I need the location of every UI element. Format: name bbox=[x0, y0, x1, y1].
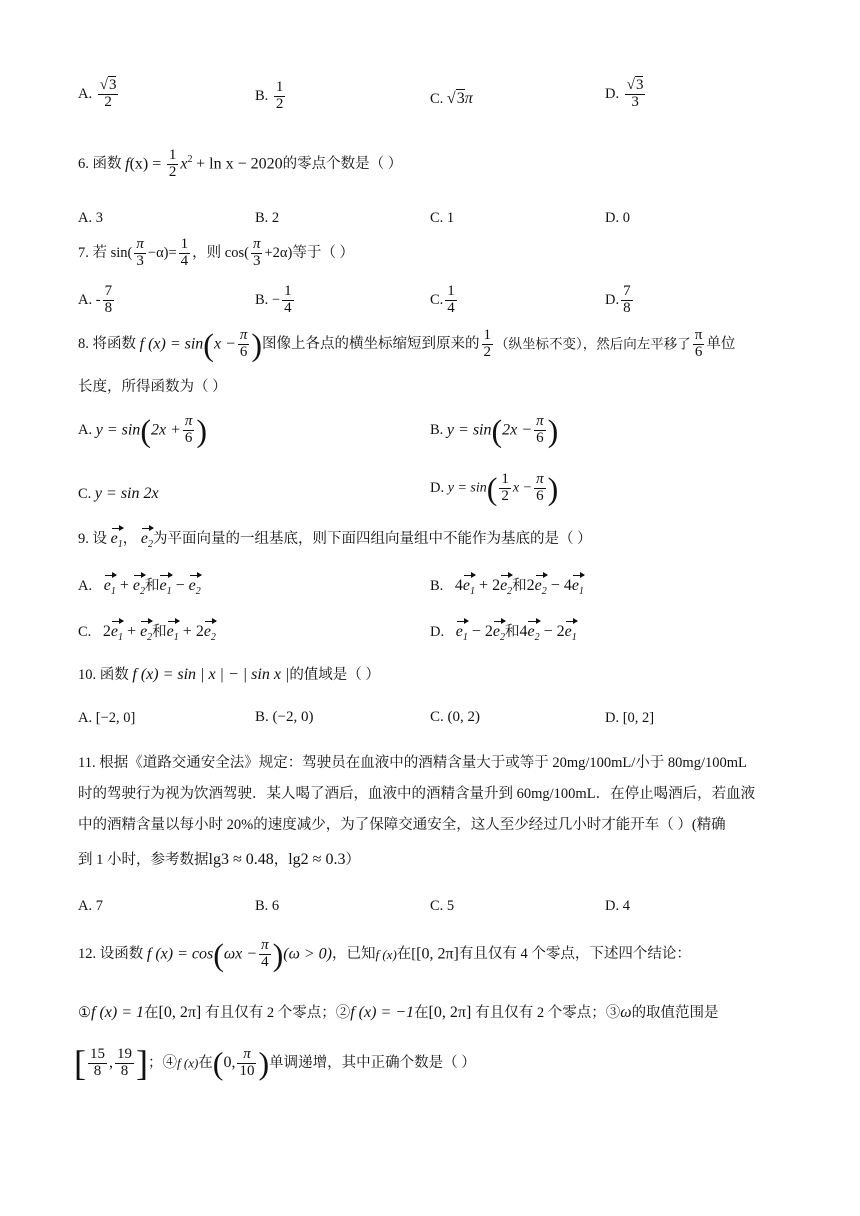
q5-option-d bbox=[605, 78, 647, 111]
q8-a-rparen: ) bbox=[196, 412, 208, 449]
q7-mid2: ，则 cos( bbox=[192, 245, 249, 261]
q8-stem bbox=[78, 328, 735, 361]
q11-line4 bbox=[78, 852, 360, 868]
q9-a-minus: − bbox=[175, 577, 185, 594]
q12-frac-15-8 bbox=[88, 1047, 107, 1080]
q8-option-d bbox=[430, 472, 558, 505]
q9-option-b bbox=[430, 578, 584, 597]
q12-pre: 12. 设函数 bbox=[78, 946, 144, 962]
q7-a-den: 8 bbox=[104, 299, 113, 316]
q11-option-b: B. 6 bbox=[255, 898, 280, 914]
q12-int: [0, 2π] bbox=[416, 945, 459, 963]
q11-line1: 11. 根据《道路交通安全法》规定：驾驶员在血液中的酒精含量大于或等于 20mg/100mL/小于 80mg/100mL bbox=[78, 755, 747, 771]
q5-c-label: C. bbox=[430, 91, 444, 107]
q8-b-in: 2x − bbox=[502, 421, 533, 439]
q5-a-frac: $\frac{√3}{2}$ bbox=[99, 77, 117, 110]
q5-b-frac bbox=[274, 80, 286, 113]
q6-x: x bbox=[180, 155, 188, 173]
q9-b-c2: 2 bbox=[492, 577, 501, 594]
q6-option-c: C. 1 bbox=[430, 210, 455, 226]
q8-pre: 8. 将函数 bbox=[78, 336, 136, 352]
q12-stem bbox=[78, 938, 691, 971]
q9-option-c bbox=[78, 624, 216, 643]
q12-r1e: 有且仅有 2 个零点；② bbox=[205, 1005, 351, 1021]
q8-rparen: ) bbox=[251, 326, 263, 363]
q9-d-v2-e: e bbox=[492, 623, 500, 640]
q9-b-v2-e: e bbox=[500, 577, 508, 594]
q8-d-six: 6 bbox=[536, 487, 544, 504]
q9-post: 为平面向量的一组基底，则下面四组向量组中不能作为基底的是（ ） bbox=[152, 531, 592, 547]
q8-d-frac bbox=[534, 472, 546, 505]
q9-d-v4-sub: 1 bbox=[571, 632, 577, 644]
q12-r2d: 8 bbox=[120, 1062, 129, 1079]
q9-b-c4: 4 bbox=[563, 577, 572, 594]
q7-d-label: D. bbox=[605, 292, 620, 308]
q7-option-d bbox=[605, 284, 635, 317]
q9-e2-e: e bbox=[140, 530, 148, 547]
q7-three: 3 bbox=[136, 252, 144, 269]
q10-stem bbox=[78, 667, 380, 683]
q9-b-c1: 4 bbox=[454, 577, 463, 594]
q12-frac-pi10 bbox=[237, 1047, 256, 1080]
q11-line3: 中的酒精含量以每小时 20%的速度减少，为了保障交通安全，这人至少经过几小时才能开车（ ）(精确 bbox=[78, 817, 726, 833]
q5-b-label: B. bbox=[255, 88, 269, 104]
q12-r2e: ；④ bbox=[148, 1054, 177, 1071]
q8-lparen: ( bbox=[203, 326, 214, 363]
q10-post: 的值域是（ ） bbox=[289, 667, 380, 683]
q8-line2: 长度，所得函数为（ ） bbox=[78, 379, 227, 395]
q8-d-rparen: ) bbox=[547, 470, 559, 507]
q12-lparen2: ( bbox=[212, 1045, 224, 1081]
q8-b-pi: π bbox=[536, 413, 544, 429]
q7-stem bbox=[78, 237, 354, 270]
q6-half-num: 1 bbox=[168, 147, 177, 163]
q8-mid: 图像上各点的横坐标缩短到原来的 bbox=[262, 336, 480, 352]
q8-option-c bbox=[78, 486, 159, 502]
q12-pi: π bbox=[261, 937, 269, 953]
q12-mid: ，已知 bbox=[331, 946, 376, 962]
q10-expr: f (x) = sin | x | − | sin x | bbox=[132, 666, 290, 683]
q9-a-v2-e: e bbox=[132, 577, 140, 594]
q12-four: 4 bbox=[261, 953, 269, 970]
q12-r2h: 0, bbox=[223, 1054, 236, 1071]
q7-mid3: +2α)等于（ ） bbox=[264, 245, 354, 261]
q9-b-v1 bbox=[463, 578, 475, 597]
q9-b-v1-e: e bbox=[462, 577, 471, 594]
q8-c-label: C. bbox=[78, 486, 92, 502]
q9-b-v2-sub: 2 bbox=[507, 586, 513, 598]
q9-a-v4-e: e bbox=[188, 577, 196, 594]
q8-d-y: y = sin bbox=[447, 480, 487, 496]
q6-f: f bbox=[125, 155, 130, 173]
q6-option-a: A. 3 bbox=[78, 210, 103, 226]
q9-b-c3: 2 bbox=[526, 577, 535, 594]
q12-r2c: 19 bbox=[117, 1045, 132, 1062]
q8-b-frac bbox=[534, 414, 546, 447]
q7-c-frac bbox=[445, 284, 457, 317]
q9-a-v4 bbox=[189, 578, 201, 597]
q12-inner: ωx − bbox=[223, 945, 258, 963]
q6-option-d: D. 0 bbox=[605, 210, 630, 226]
q7-d-num: 7 bbox=[623, 283, 631, 299]
q11-lg3: lg3 ≈ 0.48 bbox=[208, 851, 274, 868]
q9-a-v1-sub: 1 bbox=[110, 586, 116, 598]
q8-frac-pi6 bbox=[238, 328, 250, 361]
q9-c-c2: 2 bbox=[195, 623, 204, 640]
q9-c-v3-e: e bbox=[166, 623, 174, 640]
q9-b-v2 bbox=[500, 578, 512, 597]
q9-b-plus: + bbox=[479, 577, 489, 594]
q9-option-d bbox=[430, 624, 577, 643]
q7-b-frac bbox=[282, 284, 294, 317]
q12-r1c: 在 bbox=[144, 1005, 159, 1021]
q5-d-den: 3 bbox=[631, 93, 639, 110]
q10-option-c: C. (0, 2) bbox=[430, 709, 480, 725]
q5-option-b bbox=[255, 80, 287, 113]
q9-a-v1-e: e bbox=[103, 577, 111, 594]
q12-line3: [ $\frac{15}{8}$ , $\frac{19}{8}$ ]；④f (x)在(0, $\frac{\pi}{10}$ )单调递增，其中正确个数是（ ） bbox=[74, 1043, 476, 1083]
q11-option-d: D. 4 bbox=[605, 898, 630, 914]
q7-d-frac bbox=[621, 284, 633, 317]
q9-e1-e: e bbox=[110, 530, 118, 547]
q9-e2 bbox=[141, 531, 153, 550]
q6-sq: 2 bbox=[187, 153, 193, 165]
q12-fx2: f (x) bbox=[375, 946, 397, 962]
q9-b-v4-e: e bbox=[571, 577, 579, 594]
q9-d-v4-e: e bbox=[564, 623, 572, 640]
q9-c-v4-e: e bbox=[203, 623, 211, 640]
q8-a-y: y = sin bbox=[95, 421, 141, 439]
q9-c-plus2: + bbox=[182, 623, 192, 640]
q8-a-six: 6 bbox=[184, 429, 193, 446]
q11-l4a: 到 1 小时，参考数据 bbox=[78, 852, 209, 868]
q8-six: 6 bbox=[239, 343, 248, 360]
q8-a-pi: π bbox=[184, 413, 193, 429]
q9-c-v2-sub: 2 bbox=[147, 632, 153, 644]
q9-c-plus: + bbox=[127, 623, 137, 640]
q12-r1i: 有且仅有 2 个零点；③ bbox=[475, 1005, 621, 1021]
q9-b-v3-e: e bbox=[534, 577, 542, 594]
q7-one: 1 bbox=[180, 236, 189, 252]
q9-c-label: C. bbox=[78, 624, 92, 640]
q8-post: 单位 bbox=[706, 336, 736, 352]
q7-d-den: 8 bbox=[623, 299, 631, 316]
q12-r2f: f (x) bbox=[177, 1055, 199, 1071]
q8-d-label: D. bbox=[430, 480, 445, 496]
q5-d-num: 3 bbox=[635, 77, 644, 93]
q9-c-v2-e: e bbox=[140, 623, 148, 640]
q9-option-a bbox=[78, 578, 201, 597]
q9-a-v2-sub: 2 bbox=[139, 586, 145, 598]
q7-c-label: C. bbox=[430, 292, 444, 308]
q8-a-in: 2x + bbox=[150, 421, 181, 439]
q9-d-v1 bbox=[456, 624, 468, 643]
q5-a-num: 3 bbox=[108, 77, 117, 93]
q12-r2i: π bbox=[237, 1047, 256, 1064]
q7-frac-14 bbox=[179, 237, 191, 270]
q9-b-and: 和 bbox=[512, 578, 527, 594]
q12-r1b: f (x) = 1 bbox=[91, 1004, 144, 1021]
q12-r2a: 15 bbox=[90, 1045, 105, 1062]
q5-option-a bbox=[78, 78, 120, 111]
q9-c-v3-sub: 1 bbox=[173, 632, 179, 644]
q5-option-c: C. √3π bbox=[430, 90, 473, 107]
q7-option-c bbox=[430, 284, 459, 317]
q6-stem-post: 的零点个数是（ ） bbox=[282, 156, 403, 172]
q9-d-v2-sub: 2 bbox=[499, 632, 505, 644]
q8-b-six: 6 bbox=[536, 429, 544, 446]
q12-lbracket: [ bbox=[74, 1043, 86, 1083]
q8-a-frac bbox=[183, 414, 195, 447]
q8-two: 2 bbox=[483, 343, 492, 360]
q6-stem bbox=[78, 148, 402, 181]
q12-cond: (ω > 0) bbox=[283, 945, 332, 963]
q9-c-v2 bbox=[140, 624, 152, 643]
q12-post: 有且仅有 4 个零点，下述四个结论： bbox=[458, 946, 691, 962]
q6-tail: + ln x − 2020 bbox=[196, 155, 283, 173]
q12-r1d: [0, 2π] bbox=[158, 1004, 202, 1021]
q7-frac-pi3 bbox=[134, 237, 146, 270]
q9-a-v3-e: e bbox=[159, 577, 167, 594]
q8-frac-pi6b bbox=[693, 328, 705, 361]
q8-d-half bbox=[499, 472, 511, 505]
q9-c-v4-sub: 2 bbox=[210, 632, 216, 644]
q12-rparen2: ) bbox=[258, 1045, 270, 1081]
q9-a-v3 bbox=[159, 578, 171, 597]
q9-d-minus2: − bbox=[543, 623, 553, 640]
q11-option-a: A. 7 bbox=[78, 898, 103, 914]
q11-lg2: lg2 ≈ 0.3 bbox=[288, 851, 346, 868]
q9-d-v3-sub: 2 bbox=[534, 632, 540, 644]
q5-d-frac: $\frac{√3}{3}$ bbox=[626, 77, 644, 110]
q9-d-c3: 2 bbox=[556, 623, 565, 640]
q8-b-y: y = sin bbox=[446, 421, 492, 439]
q8-d-one: 1 bbox=[501, 471, 509, 487]
q9-c-v1 bbox=[111, 624, 123, 643]
q9-a-label: A. bbox=[78, 578, 93, 594]
q12-r1f: f (x) = −1 bbox=[350, 1004, 415, 1021]
q9-c-and: 和 bbox=[152, 624, 167, 640]
q9-e1-sub: 1 bbox=[117, 539, 123, 551]
q8-a-lparen: ( bbox=[140, 412, 151, 449]
q7-a-num: 7 bbox=[104, 283, 113, 299]
q9-sep: ， bbox=[122, 531, 138, 547]
q8-a-label: A. bbox=[78, 422, 93, 438]
q8-one: 1 bbox=[483, 327, 492, 343]
q12-rparen: ) bbox=[272, 936, 284, 973]
q7-pi-b: π bbox=[252, 236, 261, 252]
q5-a-label: A. bbox=[78, 86, 93, 102]
q8-d-pi: π bbox=[536, 471, 544, 487]
q9-d-and: 和 bbox=[504, 624, 520, 640]
q10-option-b: B. (−2, 0) bbox=[255, 709, 314, 725]
q9-pre: 9. 设 bbox=[78, 531, 107, 547]
q8-b-label: B. bbox=[430, 422, 444, 438]
q11-l4c: ） bbox=[345, 852, 360, 868]
q8-c-y: y = sin 2x bbox=[94, 485, 159, 502]
q9-a-v3-sub: 1 bbox=[166, 586, 172, 598]
q8-option-a bbox=[78, 414, 207, 447]
q11-line2: 时的驾驶行为视为饮酒驾驶．某人喝了酒后，血液中的酒精含量升到 60mg/100mL．在停止喝酒后，若血液 bbox=[78, 786, 756, 802]
q9-b-v4 bbox=[572, 578, 584, 597]
q12-r2k: 单调递增，其中正确个数是（ ） bbox=[269, 1054, 476, 1071]
q7-b-label: B. − bbox=[255, 292, 281, 308]
q9-b-label: B. bbox=[430, 578, 444, 594]
q9-b-v4-sub: 1 bbox=[578, 586, 584, 598]
q5-b-den: 2 bbox=[275, 95, 284, 112]
q9-d-c2: 4 bbox=[519, 623, 528, 640]
q11-option-c: C. 5 bbox=[430, 898, 455, 914]
q5-a-den: 2 bbox=[104, 93, 112, 110]
q9-e1 bbox=[111, 531, 123, 550]
q7-b-num: 1 bbox=[284, 283, 292, 299]
q7-four: 4 bbox=[180, 252, 189, 269]
q8-pi-b: π bbox=[694, 327, 703, 343]
q7-pi: π bbox=[136, 236, 144, 252]
q7-b-den: 4 bbox=[284, 299, 292, 316]
q9-d-label: D. bbox=[430, 624, 445, 640]
q10-option-a: A. [−2, 0] bbox=[78, 710, 136, 726]
q8-d-in: x − bbox=[512, 480, 533, 496]
q12-r1g: 在 bbox=[414, 1005, 429, 1021]
q9-a-plus: + bbox=[119, 577, 129, 594]
q12-lparen: ( bbox=[213, 936, 224, 973]
q9-a-and: 和 bbox=[144, 578, 160, 594]
q9-c-v3 bbox=[167, 624, 179, 643]
q7-frac-pi3b bbox=[251, 237, 263, 270]
q7-pre: 7. 若 sin( bbox=[78, 245, 133, 261]
q8-d-two: 2 bbox=[501, 487, 509, 504]
q5-b-num: 1 bbox=[275, 79, 284, 95]
q9-c-v4 bbox=[204, 624, 216, 643]
q11-l4b: ， bbox=[273, 852, 289, 868]
q12-frac-19-8 bbox=[115, 1047, 134, 1080]
q12-r2g: 在 bbox=[198, 1054, 213, 1071]
q7-a-label: A. - bbox=[78, 292, 101, 308]
q9-a-v4-sub: 2 bbox=[195, 586, 201, 598]
q9-d-v2 bbox=[493, 624, 505, 643]
q12-frac bbox=[259, 938, 271, 971]
q12-line2 bbox=[78, 1005, 719, 1021]
q7-a-frac bbox=[103, 284, 115, 317]
q5-d-label: D. bbox=[605, 86, 620, 102]
q7-mid1: −α)= bbox=[147, 245, 177, 261]
q7-c-num: 1 bbox=[447, 283, 455, 299]
q9-c-v1-e: e bbox=[110, 623, 119, 640]
q9-d-v1-sub: 1 bbox=[462, 632, 468, 644]
q7-c-den: 4 bbox=[447, 299, 455, 316]
q12-r2b: 8 bbox=[93, 1062, 102, 1079]
q10-option-d: D. [0, 2] bbox=[605, 710, 655, 726]
q10-pre: 10. 函数 bbox=[78, 667, 129, 683]
q9-d-c1: 2 bbox=[484, 623, 493, 640]
q12-r1k: 的取值范围是 bbox=[631, 1005, 719, 1021]
q9-c-c1: 2 bbox=[102, 623, 111, 640]
q12-fx: f (x) = cos bbox=[146, 945, 214, 963]
q9-d-v4 bbox=[565, 624, 577, 643]
q8-b-rparen: ) bbox=[547, 412, 559, 449]
q6-option-b: B. 2 bbox=[255, 210, 280, 226]
q12-r1h: [0, 2π] bbox=[428, 1004, 472, 1021]
q9-a-v2 bbox=[133, 578, 145, 597]
q9-d-minus: − bbox=[471, 623, 481, 640]
q8-b-lparen: ( bbox=[491, 412, 503, 449]
q7-option-b bbox=[255, 284, 296, 317]
q9-d-v1-e: e bbox=[455, 623, 463, 640]
q6-half bbox=[167, 148, 179, 181]
q7-three-b: 3 bbox=[252, 252, 261, 269]
q12-r2j: 10 bbox=[239, 1062, 255, 1079]
q12-mid2: 在[ bbox=[396, 946, 417, 962]
q9-e2-sub: 2 bbox=[147, 539, 153, 551]
q9-b-v3-sub: 2 bbox=[541, 586, 547, 598]
q9-c-v1-sub: 1 bbox=[118, 632, 124, 644]
q12-rbracket: ] bbox=[136, 1043, 148, 1083]
q9-b-v1-sub: 1 bbox=[470, 586, 476, 598]
q9-d-v3 bbox=[527, 624, 539, 643]
q8-mid2: （纵坐标不变），然后向左平移了 bbox=[495, 336, 691, 352]
q8-inner: x − bbox=[213, 335, 236, 353]
q6-stem-pre: 6. 函数 bbox=[78, 156, 122, 172]
q8-pi: π bbox=[239, 327, 248, 343]
q5-c-pi: π bbox=[464, 90, 473, 107]
q9-d-v3-e: e bbox=[527, 623, 535, 640]
q8-d-lparen: ( bbox=[486, 470, 498, 507]
q6-eq: (x) = bbox=[129, 155, 162, 173]
q9-b-minus: − bbox=[550, 577, 560, 594]
q8-frac-half bbox=[482, 328, 494, 361]
q7-option-a bbox=[78, 284, 116, 317]
q12-r1j: ω bbox=[620, 1004, 632, 1021]
q5-c-rad: 3 bbox=[456, 90, 465, 107]
q8-six-b: 6 bbox=[694, 343, 703, 360]
q9-a-v1 bbox=[104, 578, 116, 597]
q6-half-den: 2 bbox=[168, 163, 177, 180]
q12-r1a: ① bbox=[78, 1005, 91, 1021]
q8-option-b bbox=[430, 414, 558, 447]
q9-b-v3 bbox=[535, 578, 547, 597]
q8-fx: f (x) = sin bbox=[139, 335, 204, 353]
q9-stem bbox=[78, 531, 592, 550]
